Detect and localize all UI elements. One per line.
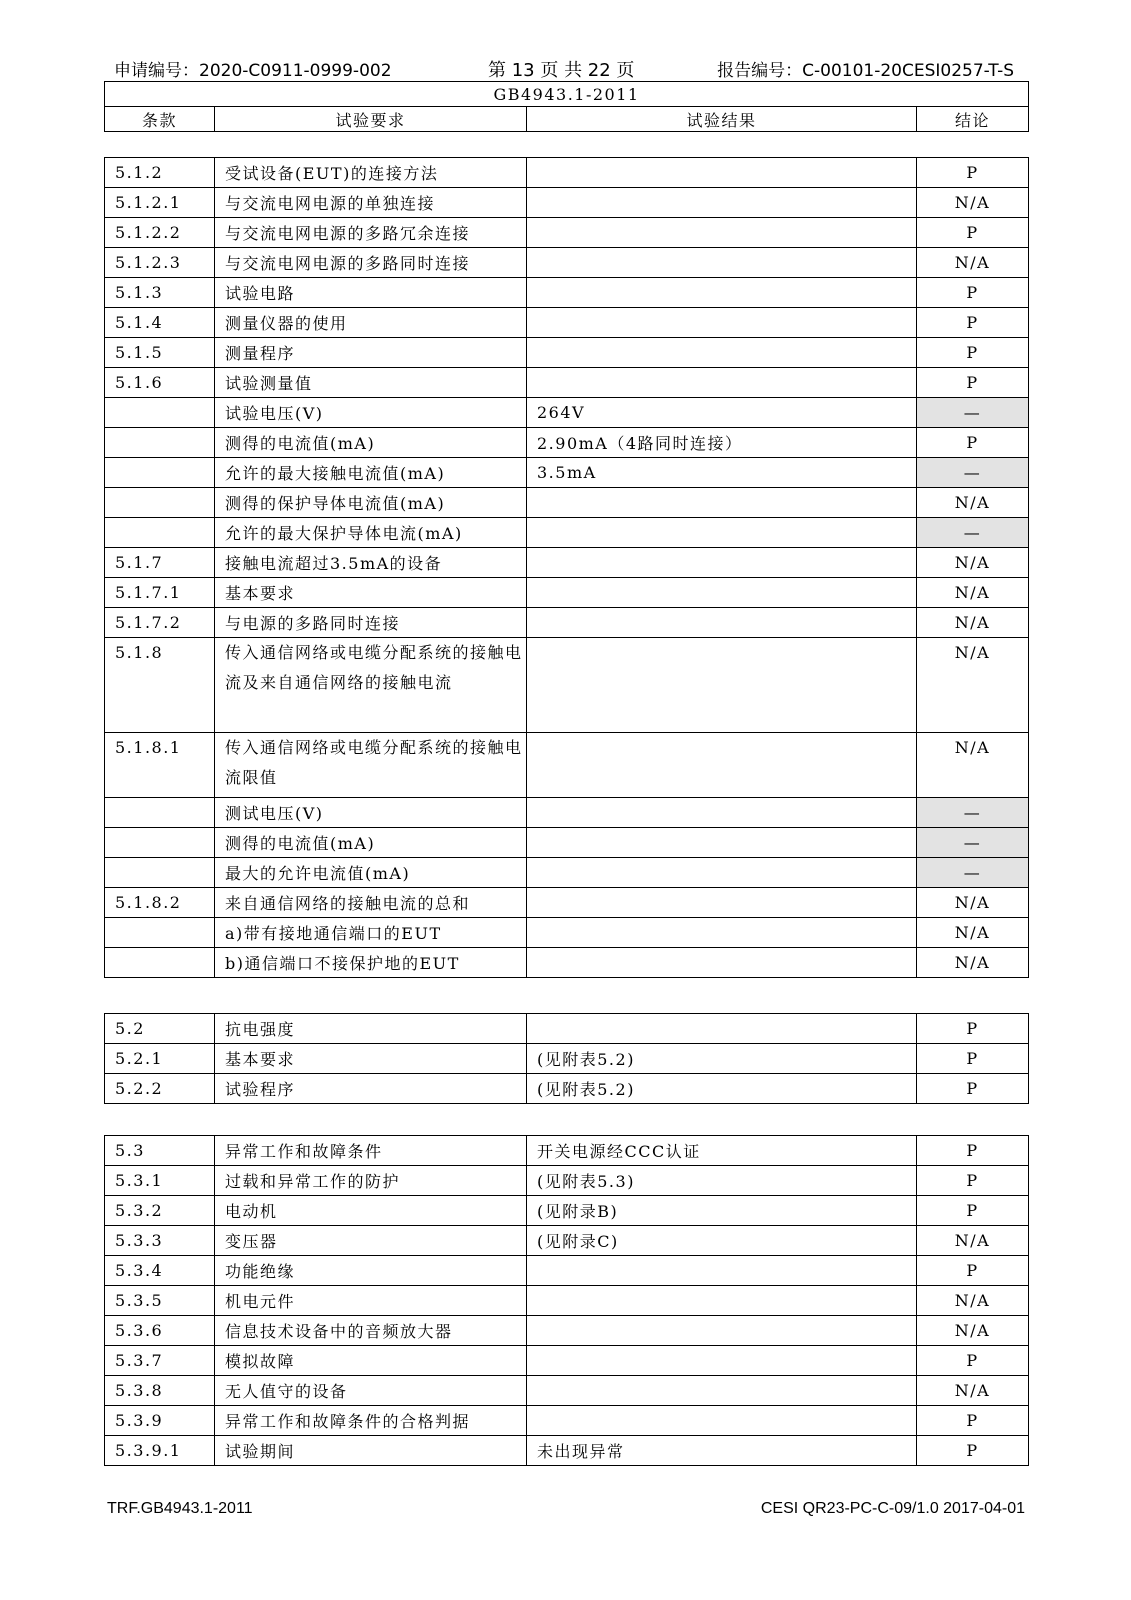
table-row [105, 158, 1029, 188]
clause-cell [105, 948, 215, 978]
clause-cell [105, 918, 215, 948]
result-cell: 2.90mA（4路同时连接） [527, 428, 917, 458]
verdict-cell: P [917, 428, 1029, 458]
clause-cell: 5.3.4 [105, 1256, 215, 1286]
clause-cell: 5.1.7.2 [105, 608, 215, 638]
requirement-cell: 异常工作和故障条件 [215, 1136, 527, 1166]
result-cell [527, 518, 917, 548]
verdict-cell: N/A [917, 488, 1029, 518]
requirement-cell: 试验电路 [215, 278, 527, 308]
verdict-cell: N/A [917, 1226, 1029, 1256]
result-cell: (见附录B) [527, 1196, 917, 1226]
verdict-cell: N/A [917, 578, 1029, 608]
table-row [105, 368, 1029, 398]
table-row [105, 1286, 1029, 1316]
requirement-cell: 试验程序 [215, 1074, 527, 1104]
verdict-cell: P [917, 1436, 1029, 1466]
clause-cell: 5.1.2.2 [105, 218, 215, 248]
table-row [105, 1256, 1029, 1286]
clause-cell: 5.2.2 [105, 1074, 215, 1104]
clause-cell: 5.1.7.1 [105, 578, 215, 608]
table-row [105, 488, 1029, 518]
table-row [105, 578, 1029, 608]
requirement-cell: 测量程序 [215, 338, 527, 368]
column-header-requirement: 试验要求 [215, 107, 527, 132]
clause-cell: 5.1.8 [105, 638, 215, 733]
table-row [105, 398, 1029, 428]
verdict-cell: N/A [917, 548, 1029, 578]
verdict-cell: — [917, 458, 1029, 488]
requirement-cell: 抗电强度 [215, 1014, 527, 1044]
verdict-cell: N/A [917, 248, 1029, 278]
requirement-cell: 基本要求 [215, 1044, 527, 1074]
clause-cell [105, 398, 215, 428]
table-row [105, 733, 1029, 798]
result-cell [527, 828, 917, 858]
result-cell: 开关电源经CCC认证 [527, 1136, 917, 1166]
table-row [105, 888, 1029, 918]
result-cell [527, 1316, 917, 1346]
result-cell: (见附录C) [527, 1226, 917, 1256]
verdict-cell: — [917, 828, 1029, 858]
result-cell [527, 218, 917, 248]
section-leakage-current [104, 157, 1029, 978]
column-header-result: 试验结果 [527, 107, 917, 132]
table-row [105, 1014, 1029, 1044]
clause-cell [105, 428, 215, 458]
clause-cell: 5.1.2 [105, 158, 215, 188]
clause-cell: 5.1.8.2 [105, 888, 215, 918]
result-cell: (见附表5.3) [527, 1166, 917, 1196]
table-row [105, 638, 1029, 733]
table-row [105, 1136, 1029, 1166]
table-row [105, 1226, 1029, 1256]
verdict-cell: N/A [917, 1316, 1029, 1346]
result-cell [527, 1014, 917, 1044]
verdict-cell: P [917, 1044, 1029, 1074]
table-row [105, 518, 1029, 548]
table-row [105, 1044, 1029, 1074]
requirement-cell: 电动机 [215, 1196, 527, 1226]
result-cell: 3.5mA [527, 458, 917, 488]
result-cell [527, 188, 917, 218]
requirement-cell: 与交流电网电源的单独连接 [215, 188, 527, 218]
verdict-cell: P [917, 1196, 1029, 1226]
clause-cell [105, 518, 215, 548]
verdict-cell: P [917, 1166, 1029, 1196]
verdict-cell: N/A [917, 918, 1029, 948]
section-electric-strength [104, 1013, 1029, 1104]
result-cell [527, 608, 917, 638]
clause-cell: 5.3.1 [105, 1166, 215, 1196]
result-cell [527, 308, 917, 338]
table-header [104, 81, 1029, 132]
verdict-cell: — [917, 798, 1029, 828]
result-cell [527, 158, 917, 188]
result-cell: 264V [527, 398, 917, 428]
column-header-verdict: 结论 [917, 107, 1029, 132]
requirement-cell: 测量仪器的使用 [215, 308, 527, 338]
table-row [105, 458, 1029, 488]
verdict-cell: N/A [917, 638, 1029, 733]
column-header-clause: 条款 [105, 107, 215, 132]
result-cell [527, 548, 917, 578]
table-row [105, 1436, 1029, 1466]
section-abnormal-fault [104, 1135, 1029, 1466]
clause-cell: 5.1.5 [105, 338, 215, 368]
table-row [105, 798, 1029, 828]
clause-cell: 5.1.7 [105, 548, 215, 578]
result-cell [527, 578, 917, 608]
requirement-cell: 传入通信网络或电缆分配系统的接触电流及来自通信网络的接触电流 [215, 638, 527, 733]
clause-cell [105, 798, 215, 828]
verdict-cell: P [917, 1014, 1029, 1044]
clause-cell: 5.3.3 [105, 1226, 215, 1256]
clause-cell: 5.1.8.1 [105, 733, 215, 798]
result-cell [527, 918, 917, 948]
clause-cell [105, 458, 215, 488]
table-row [105, 428, 1029, 458]
clause-cell: 5.3 [105, 1136, 215, 1166]
page-footer [107, 1500, 1025, 1524]
table-row [105, 828, 1029, 858]
verdict-cell: N/A [917, 733, 1029, 798]
verdict-cell: N/A [917, 1376, 1029, 1406]
verdict-cell: N/A [917, 948, 1029, 978]
result-cell [527, 638, 917, 733]
footer-form-id: TRF.GB4943.1-2011 [107, 1500, 253, 1517]
result-cell: 未出现异常 [527, 1436, 917, 1466]
table-row [105, 278, 1029, 308]
result-cell [527, 948, 917, 978]
clause-cell: 5.1.4 [105, 308, 215, 338]
verdict-cell: P [917, 278, 1029, 308]
table-row [105, 1346, 1029, 1376]
clause-cell: 5.3.9.1 [105, 1436, 215, 1466]
table-row [105, 858, 1029, 888]
table-row [105, 1376, 1029, 1406]
result-cell [527, 1286, 917, 1316]
requirement-cell: 无人值守的设备 [215, 1376, 527, 1406]
requirement-cell: 基本要求 [215, 578, 527, 608]
table-row [105, 308, 1029, 338]
requirement-cell: 受试设备(EUT)的连接方法 [215, 158, 527, 188]
table-row [105, 608, 1029, 638]
requirement-cell: 与交流电网电源的多路同时连接 [215, 248, 527, 278]
table-row [105, 548, 1029, 578]
requirement-cell: 异常工作和故障条件的合格判据 [215, 1406, 527, 1436]
verdict-cell: P [917, 1406, 1029, 1436]
clause-cell: 5.2 [105, 1014, 215, 1044]
verdict-cell: P [917, 368, 1029, 398]
clause-cell: 5.1.2.1 [105, 188, 215, 218]
application-number: 申请编号：2020-C0911-0999-002 [114, 61, 392, 81]
clause-cell: 5.2.1 [105, 1044, 215, 1074]
result-cell [527, 488, 917, 518]
requirement-cell: 来自通信网络的接触电流的总和 [215, 888, 527, 918]
requirement-cell: 过载和异常工作的防护 [215, 1166, 527, 1196]
table-row [105, 1074, 1029, 1104]
requirement-cell: 试验测量值 [215, 368, 527, 398]
clause-cell: 5.3.5 [105, 1286, 215, 1316]
standard-title: GB4943.1-2011 [105, 82, 1029, 107]
verdict-cell: N/A [917, 888, 1029, 918]
clause-cell: 5.3.7 [105, 1346, 215, 1376]
result-cell: (见附表5.2) [527, 1074, 917, 1104]
requirement-cell: 试验期间 [215, 1436, 527, 1466]
verdict-cell: P [917, 1346, 1029, 1376]
clause-cell: 5.3.8 [105, 1376, 215, 1406]
result-cell [527, 368, 917, 398]
requirement-cell: 允许的最大接触电流值(mA) [215, 458, 527, 488]
result-cell [527, 858, 917, 888]
requirement-cell: 变压器 [215, 1226, 527, 1256]
table-row [105, 218, 1029, 248]
requirement-cell: 模拟故障 [215, 1346, 527, 1376]
requirement-cell: 允许的最大保护导体电流(mA) [215, 518, 527, 548]
verdict-cell: P [917, 1074, 1029, 1104]
requirement-cell: 与交流电网电源的多路冗余连接 [215, 218, 527, 248]
verdict-cell: P [917, 308, 1029, 338]
clause-cell [105, 488, 215, 518]
result-cell [527, 1376, 917, 1406]
result-cell: (见附表5.2) [527, 1044, 917, 1074]
verdict-cell: — [917, 398, 1029, 428]
table-row [105, 248, 1029, 278]
result-cell [527, 1406, 917, 1436]
table-row [105, 918, 1029, 948]
requirement-cell: 测试电压(V) [215, 798, 527, 828]
table-row [105, 1166, 1029, 1196]
result-cell [527, 338, 917, 368]
report-number: 报告编号：C-00101-20CESI0257-T-S [717, 61, 1014, 81]
verdict-cell: — [917, 518, 1029, 548]
page-indicator: 第 13 页 共 22 页 [488, 60, 635, 81]
clause-cell: 5.1.6 [105, 368, 215, 398]
table-row [105, 1406, 1029, 1436]
verdict-cell: N/A [917, 1286, 1029, 1316]
requirement-cell: 测得的电流值(mA) [215, 428, 527, 458]
requirement-cell: 信息技术设备中的音频放大器 [215, 1316, 527, 1346]
clause-cell: 5.3.9 [105, 1406, 215, 1436]
clause-cell [105, 858, 215, 888]
table-row [105, 1316, 1029, 1346]
verdict-cell: P [917, 1256, 1029, 1286]
verdict-cell: P [917, 158, 1029, 188]
result-cell [527, 248, 917, 278]
requirement-cell: a)带有接地通信端口的EUT [215, 918, 527, 948]
requirement-cell: 测得的电流值(mA) [215, 828, 527, 858]
requirement-cell: 最大的允许电流值(mA) [215, 858, 527, 888]
verdict-cell: P [917, 1136, 1029, 1166]
requirement-cell: 传入通信网络或电缆分配系统的接触电流限值 [215, 733, 527, 798]
verdict-cell: N/A [917, 608, 1029, 638]
requirement-cell: 接触电流超过3.5mA的设备 [215, 548, 527, 578]
result-cell [527, 798, 917, 828]
page-header [114, 56, 1014, 80]
verdict-cell: — [917, 858, 1029, 888]
clause-cell: 5.1.3 [105, 278, 215, 308]
footer-version: CESI QR23-PC-C-09/1.0 2017-04-01 [760, 1500, 1025, 1517]
clause-cell [105, 828, 215, 858]
requirement-cell: 测得的保护导体电流值(mA) [215, 488, 527, 518]
table-row [105, 948, 1029, 978]
requirement-cell: 功能绝缘 [215, 1256, 527, 1286]
result-cell [527, 733, 917, 798]
result-cell [527, 278, 917, 308]
result-cell [527, 1256, 917, 1286]
table-row [105, 338, 1029, 368]
clause-cell: 5.3.2 [105, 1196, 215, 1226]
verdict-cell: P [917, 338, 1029, 368]
result-cell [527, 888, 917, 918]
clause-cell: 5.1.2.3 [105, 248, 215, 278]
table-row [105, 1196, 1029, 1226]
requirement-cell: 机电元件 [215, 1286, 527, 1316]
verdict-cell: N/A [917, 188, 1029, 218]
result-cell [527, 1346, 917, 1376]
clause-cell: 5.3.6 [105, 1316, 215, 1346]
verdict-cell: P [917, 218, 1029, 248]
requirement-cell: 试验电压(V) [215, 398, 527, 428]
requirement-cell: b)通信端口不接保护地的EUT [215, 948, 527, 978]
table-row [105, 188, 1029, 218]
requirement-cell: 与电源的多路同时连接 [215, 608, 527, 638]
